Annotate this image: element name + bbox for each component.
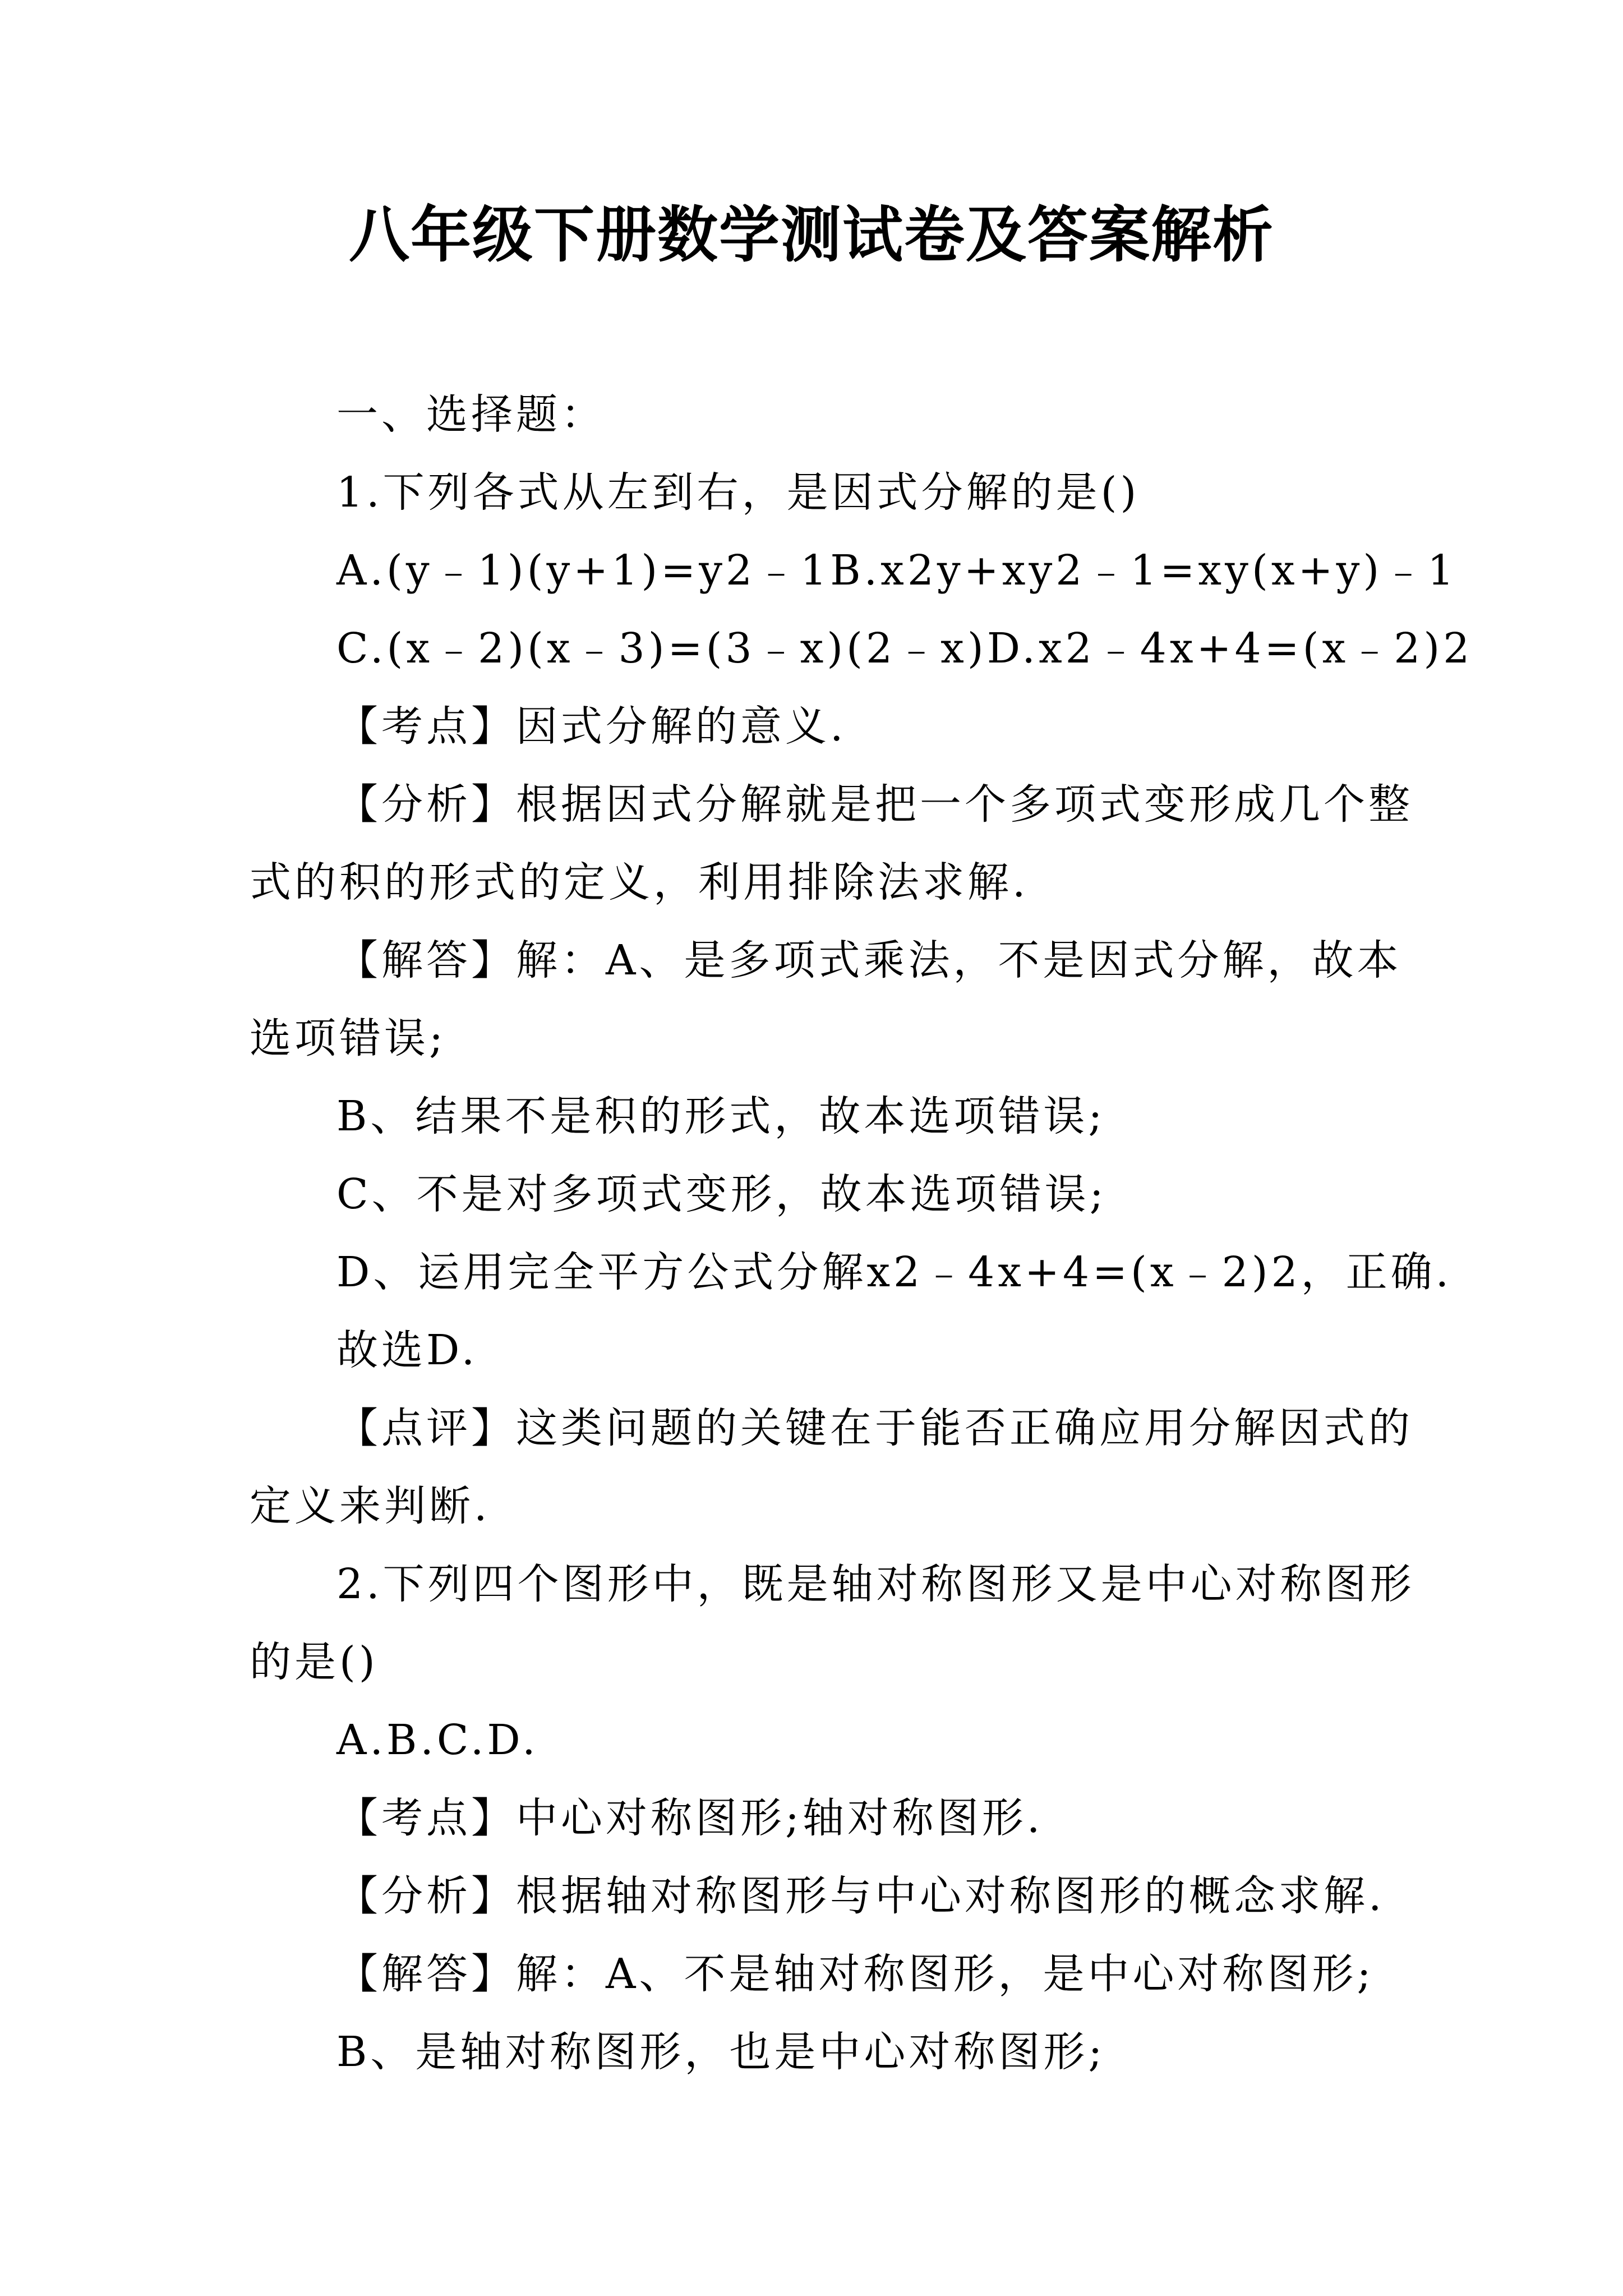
- section-heading: 一、选择题：: [336, 390, 606, 439]
- document-title: 八年级下册数学测试卷及答案解析: [348, 200, 1274, 270]
- q1-solution: 【解答】解：A、是多项式乘法，不是因式分解，故本: [336, 936, 1402, 984]
- question-1-options-cd: C.(x﹣2)(x﹣3)=(3﹣x)(2﹣x)D.x2﹣4x+4=(x﹣2)2: [336, 624, 1473, 673]
- q1-comment: 【点评】这类问题的关键在于能否正确应用分解因式的: [336, 1404, 1413, 1452]
- q2-solution: 【解答】解：A、不是轴对称图形，是中心对称图形;: [336, 1950, 1375, 1998]
- q1-solution-b: B、结果不是积的形式，故本选项错误;: [336, 1092, 1106, 1140]
- q2-key-point: 【考点】中心对称图形;轴对称图形.: [336, 1794, 1044, 1842]
- q1-solution-d: D、运用完全平方公式分解x2﹣4x+4=(x﹣2)2，正确.: [336, 1248, 1453, 1296]
- q1-solution-c: C、不是对多项式变形，故本选项错误;: [336, 1170, 1107, 1218]
- q1-solution-cont: 选项错误;: [250, 1014, 446, 1062]
- q2-solution-b: B、是轴对称图形，也是中心对称图形;: [336, 2028, 1106, 2076]
- question-2-options: A.B.C.D.: [336, 1716, 539, 1764]
- q1-comment-cont: 定义来判断.: [250, 1482, 491, 1530]
- q1-answer: 故选D.: [336, 1326, 478, 1374]
- q1-analysis-cont: 式的积的形式的定义，利用排除法求解.: [250, 858, 1029, 907]
- question-2: 2.下列四个图形中，既是轴对称图形又是中心对称图形: [336, 1560, 1415, 1608]
- question-1: 1.下列各式从左到右，是因式分解的是(): [336, 468, 1140, 517]
- q2-analysis: 【分析】根据轴对称图形与中心对称图形的概念求解.: [336, 1872, 1385, 1920]
- q1-key-point: 【考点】因式分解的意义.: [336, 702, 847, 751]
- question-1-options-ab: A.(y﹣1)(y+1)=y2﹣1B.x2y+xy2﹣1=xy(x+y)﹣1: [336, 546, 1458, 595]
- q1-analysis: 【分析】根据因式分解就是把一个多项式变形成几个整: [336, 780, 1413, 829]
- question-2-cont: 的是(): [250, 1638, 379, 1686]
